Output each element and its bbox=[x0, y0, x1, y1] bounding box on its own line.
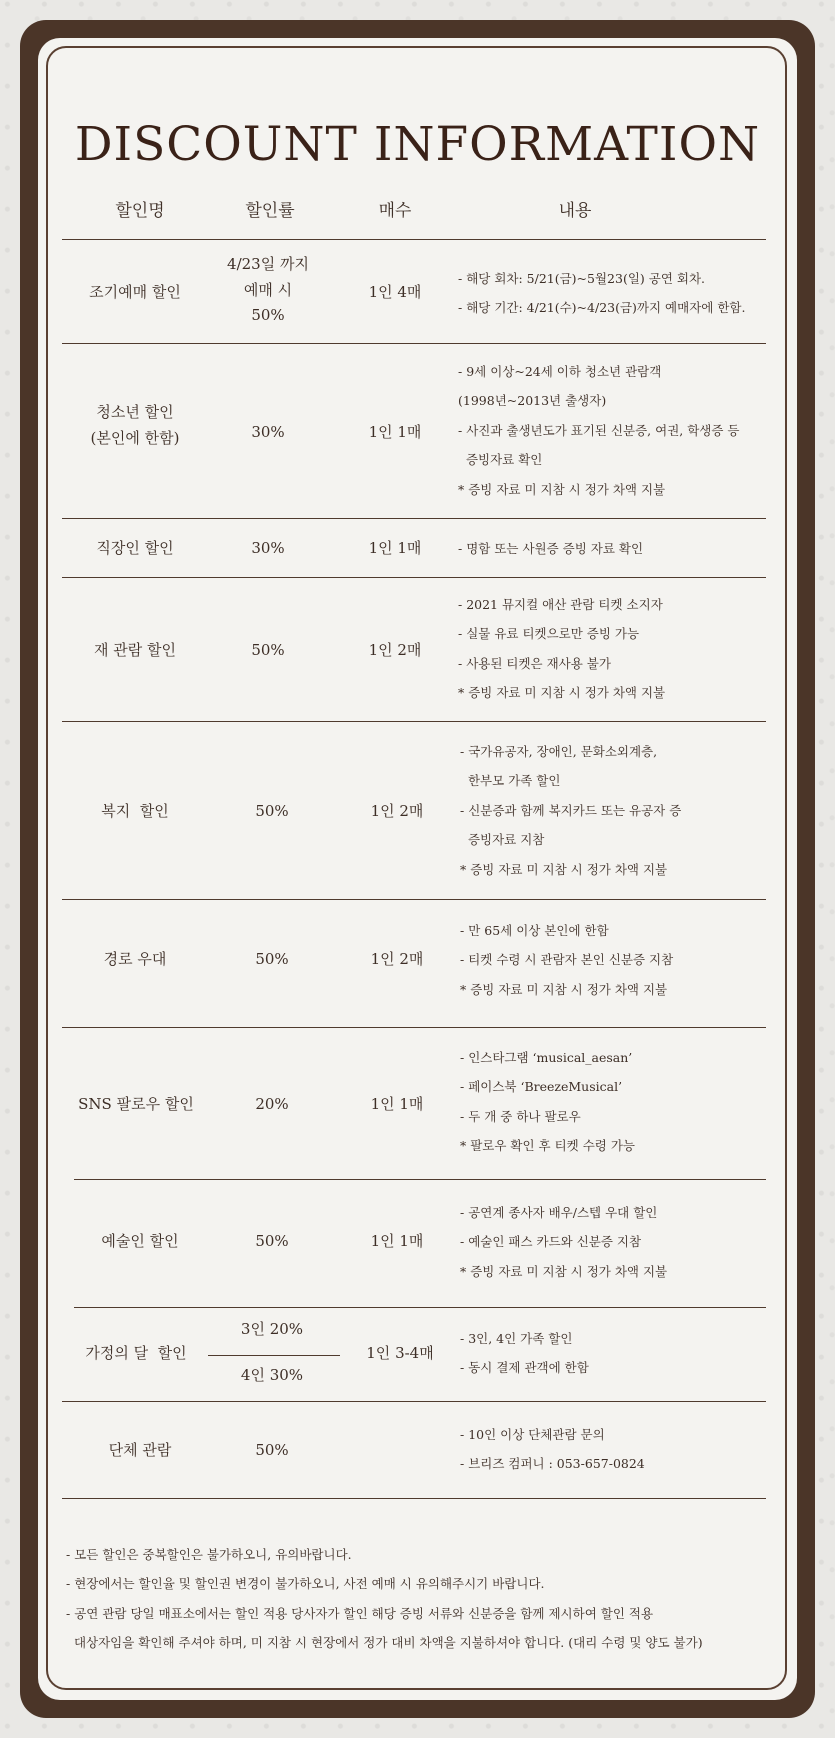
row-details: - 해당 회차: 5/21(금)~5월23(일) 공연 회차. - 해당 기간: 4/21(수)~4/23(금)까지 예매자에 한함. bbox=[458, 271, 746, 316]
row-divider bbox=[74, 1307, 766, 1308]
row-count: 1인 1매 bbox=[368, 423, 422, 441]
row-name: 직장인 할인 bbox=[96, 539, 174, 557]
row-details: - 10인 이상 단체관람 문의 - 브리즈 컴퍼니 : 053-657-0824 bbox=[460, 1427, 645, 1472]
row-divider bbox=[62, 1401, 766, 1402]
row-divider bbox=[62, 1498, 766, 1499]
row-rate: 4/23일 까지 예매 시 50% bbox=[227, 255, 309, 324]
notes: - 모든 할인은 중복할인은 불가하오니, 유의바랍니다. - 현장에서는 할인율 및 할인권 변경이 불가하오니, 사전 예매 시 유의해주시기 바랍니다. - 공연 관람 당일 매표소에서는 할인 적용 당사자가 할인 해당 증빙 서류와 신분증을 함께 제시하여 할인 적용 대상자임을 확인해 주셔야 하며, 미 지참 시 현장에서 정가 대비 차액을 지불하셔야 합니다. (대리 수령 및 양도 불가) bbox=[66, 1547, 703, 1651]
header-rate: 할인률 bbox=[245, 201, 295, 221]
row-count: 1인 2매 bbox=[370, 802, 424, 820]
row-divider bbox=[62, 343, 766, 344]
row-details: - 2021 뮤지컬 애산 관람 티켓 소지자 - 실물 유료 티켓으로만 증빙 가능 - 사용된 티켓은 재사용 불가 * 증빙 자료 미 지참 시 정가 차액 지불 bbox=[458, 597, 666, 701]
row-count: 1인 1매 bbox=[370, 1095, 424, 1113]
row-rate: 20% bbox=[255, 1095, 289, 1113]
row-name: 예술인 할인 bbox=[101, 1232, 179, 1250]
row-divider bbox=[62, 899, 766, 900]
row-rate: 50% bbox=[251, 641, 285, 659]
header-name: 할인명 bbox=[115, 201, 165, 221]
row-rate: 30% bbox=[251, 539, 285, 557]
row-count: 1인 4매 bbox=[368, 283, 422, 301]
row-details: - 인스타그램 ‘musical_aesan’ - 페이스북 ‘BreezeMusical’ - 두 개 중 하나 팔로우 * 팔로우 확인 후 티켓 수령 가능 bbox=[460, 1050, 635, 1154]
row-name: 청소년 할인 (본인에 한함) bbox=[90, 403, 180, 447]
row-divider bbox=[62, 518, 766, 519]
row-details: - 명함 또는 사원증 증빙 자료 확인 bbox=[458, 541, 644, 556]
row-name: SNS 팔로우 할인 bbox=[78, 1095, 194, 1113]
row-rate: 50% bbox=[255, 950, 289, 968]
header-count: 매수 bbox=[378, 201, 412, 221]
row-divider bbox=[62, 721, 766, 722]
row-divider bbox=[62, 239, 766, 240]
row-divider bbox=[62, 1027, 766, 1028]
row-rate-top: 3인 20% bbox=[240, 1320, 304, 1338]
row-count: 1인 2매 bbox=[368, 641, 422, 659]
row-rate: 50% bbox=[255, 1232, 289, 1250]
row-details: - 국가유공자, 장애인, 문화소외계층, 한부모 가족 할인 - 신분증과 함께 복지카드 또는 유공자 증 증빙자료 지참 * 증빙 자료 미 지참 시 정가 차액 지불 bbox=[460, 744, 682, 877]
row-details: - 3인, 4인 가족 할인 - 동시 결제 관객에 한함 bbox=[460, 1331, 589, 1376]
row-details: - 공연계 종사자 배우/스텝 우대 할인 - 예술인 패스 카드와 신분증 지참 * 증빙 자료 미 지참 시 정가 차액 지불 bbox=[460, 1205, 668, 1279]
row-count: 1인 2매 bbox=[370, 950, 424, 968]
row-details: - 9세 이상~24세 이하 청소년 관람객 (1998년~2013년 출생자) - 사진과 출생년도가 표기된 신분증, 여권, 학생증 등 증빙자료 확인 * 증빙 자료 미 지참 시 정가 차액 지불 bbox=[458, 364, 740, 497]
row-name: 재 관람 할인 bbox=[94, 641, 176, 659]
row-divider bbox=[62, 577, 766, 578]
row-count: 1인 3-4매 bbox=[366, 1344, 434, 1362]
row-divider bbox=[74, 1179, 766, 1180]
row-name: 복지 할인 bbox=[101, 802, 169, 820]
page-title: DISCOUNT INFORMATION bbox=[74, 117, 761, 173]
row-rate: 50% bbox=[255, 802, 289, 820]
row-details: - 만 65세 이상 본인에 한함 - 티켓 수령 시 관람자 본인 신분증 지참 * 증빙 자료 미 지참 시 정가 차액 지불 bbox=[460, 923, 674, 997]
row-count: 1인 1매 bbox=[370, 1232, 424, 1250]
rate-split-divider bbox=[208, 1355, 340, 1356]
row-rate-bottom: 4인 30% bbox=[240, 1366, 304, 1384]
row-count: 1인 1매 bbox=[368, 539, 422, 557]
row-rate: 30% bbox=[251, 423, 285, 441]
row-name: 가정의 달 할인 bbox=[85, 1344, 187, 1362]
row-name: 조기예매 할인 bbox=[89, 283, 181, 301]
row-name: 단체 관람 bbox=[108, 1441, 172, 1459]
header-content: 내용 bbox=[558, 201, 592, 221]
row-rate: 50% bbox=[255, 1441, 289, 1459]
row-name: 경로 우대 bbox=[103, 950, 167, 968]
